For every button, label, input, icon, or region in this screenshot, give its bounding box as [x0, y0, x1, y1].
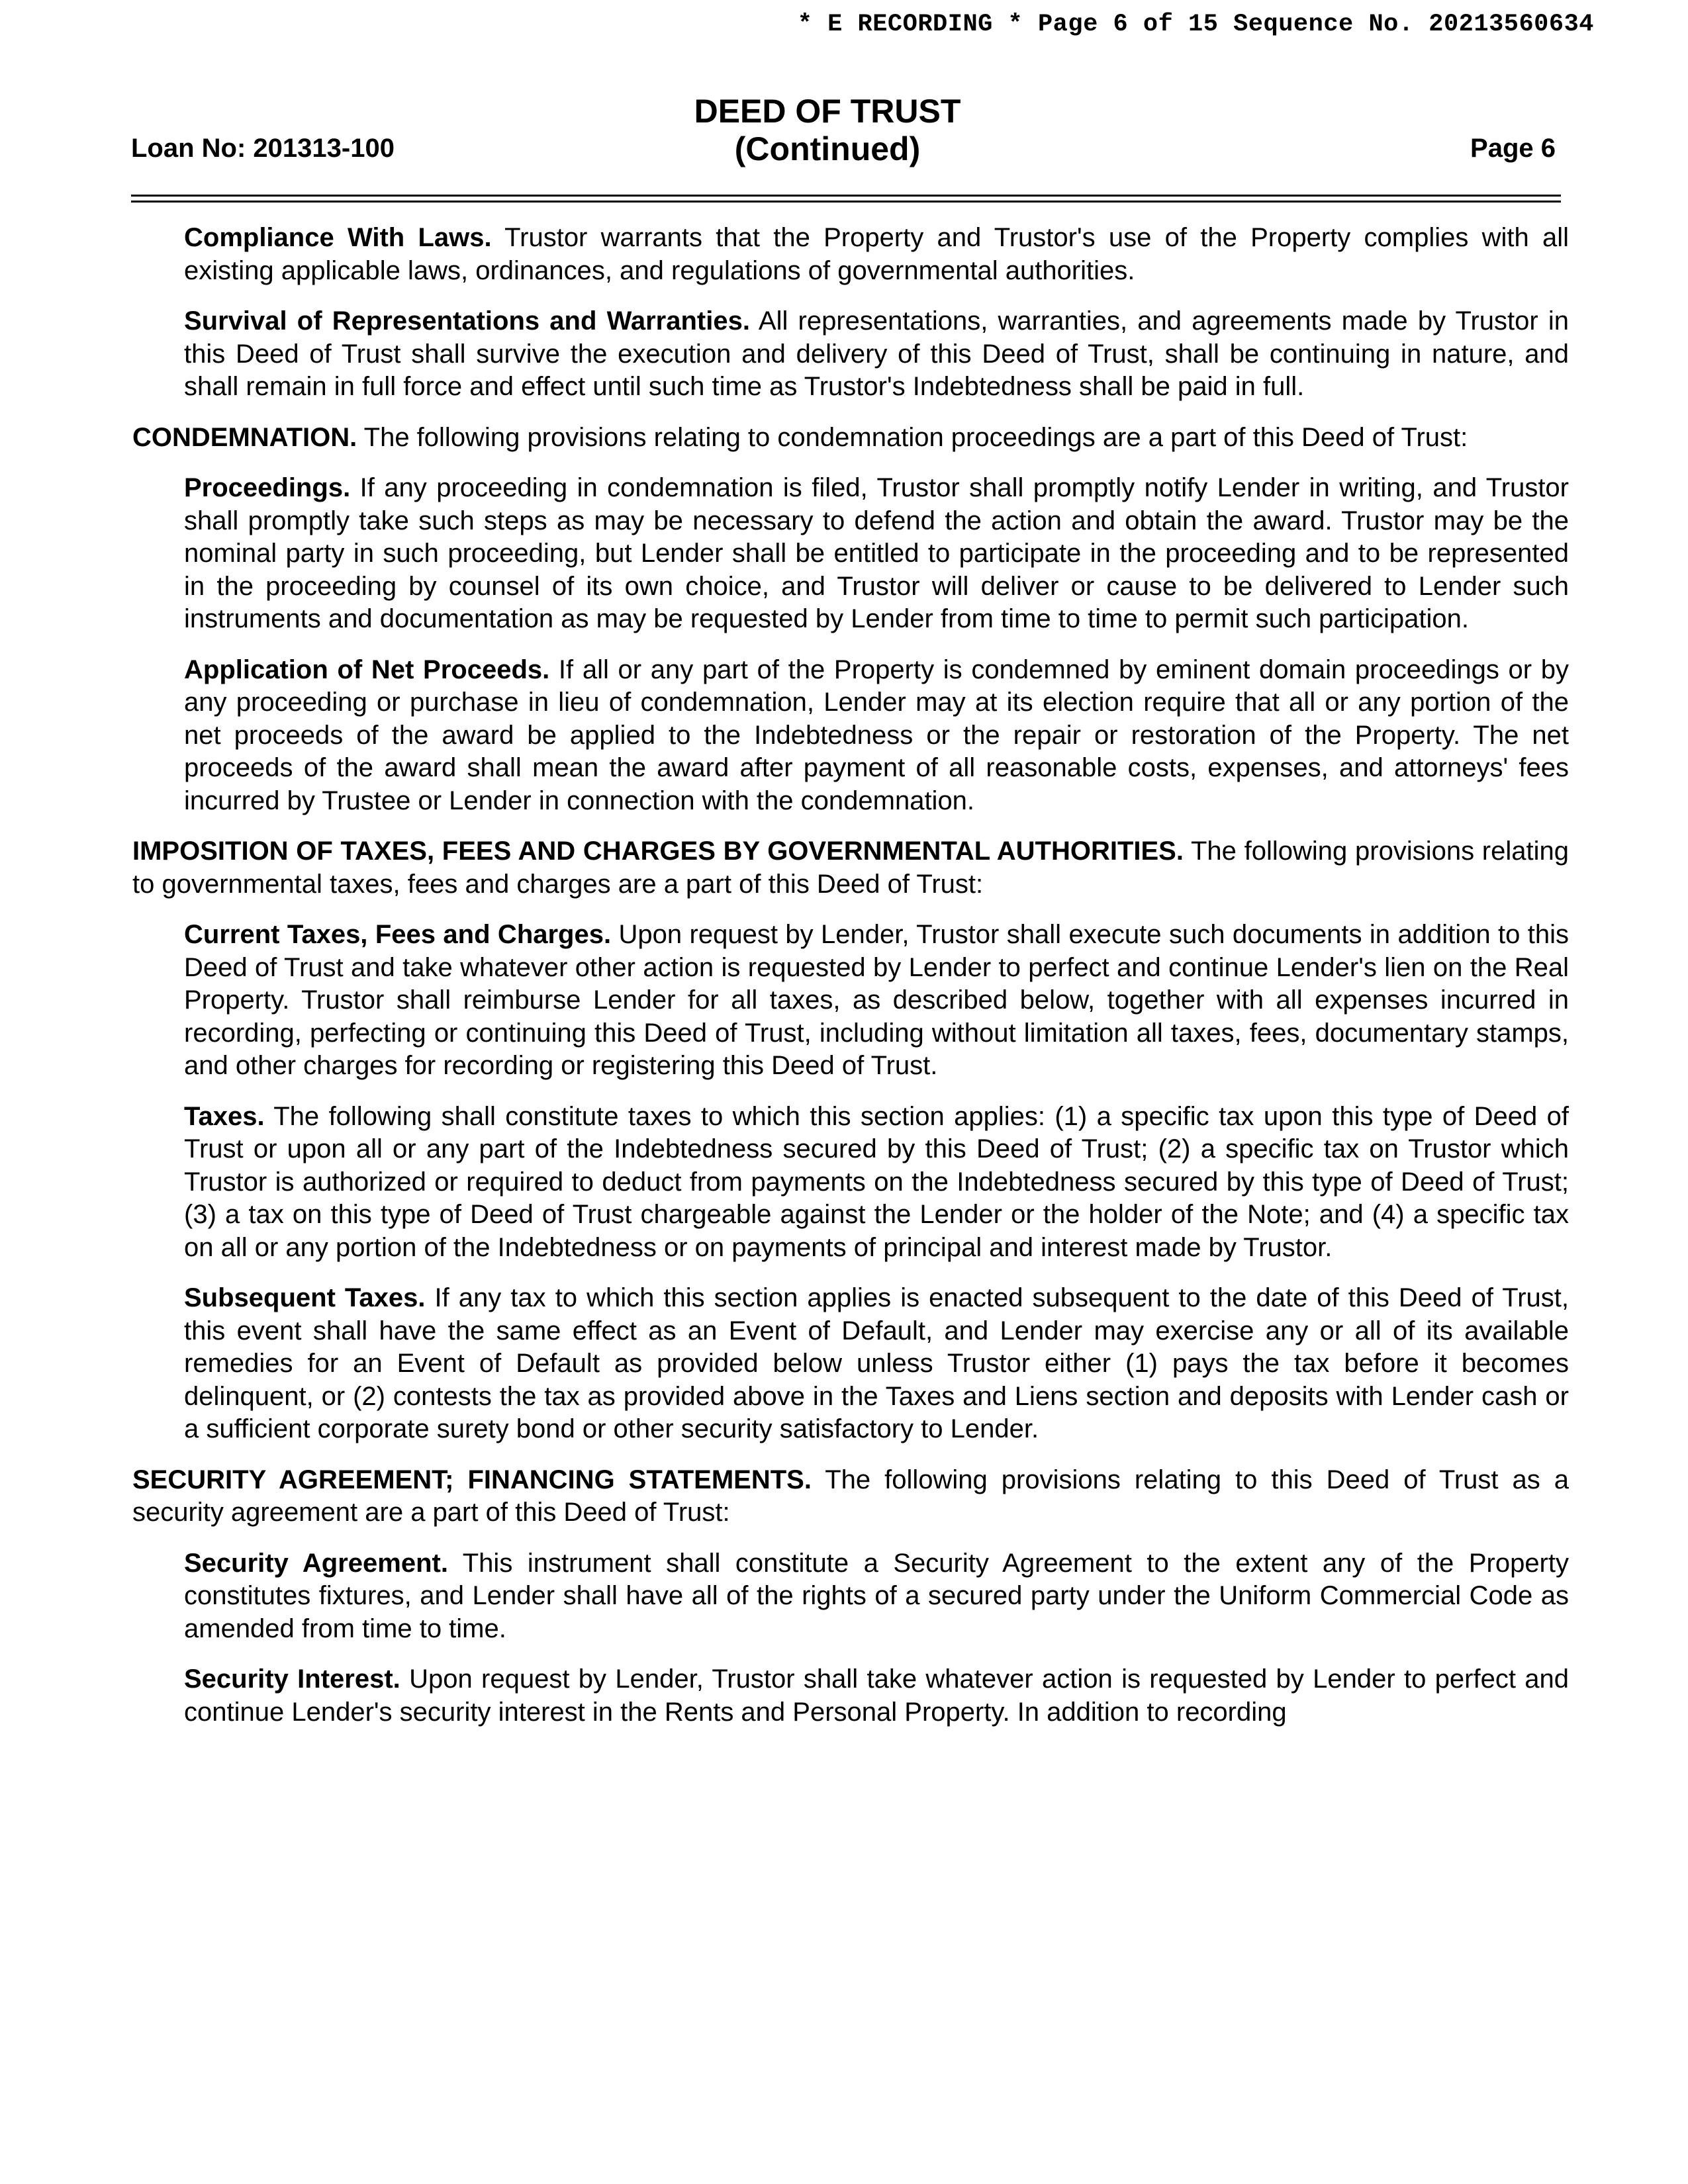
paragraph-heading: Application of Net Proceeds.: [184, 655, 550, 684]
section-heading: IMPOSITION OF TAXES, FEES AND CHARGES BY GOVERNMENTAL AUTHORITIES.: [132, 837, 1184, 866]
page-number: Page 6: [1470, 134, 1556, 163]
paragraph-text: Upon request by Lender, Trustor shall execute such documents in addition to this Deed of Trust and take whatever other action is requested by Lender to perfect and continue Lender's lien on the Real Property. Trustor shall reimburse Lender for all taxes, as described below, together with all expenses incurred in recording, perfecting or continuing this Deed of Trust, including without limitation all taxes, fees, documentary stamps, and other charges for recording or registering this Deed of Trust.: [184, 920, 1569, 1080]
paragraph-text: This instrument shall constitute a Security Agreement to the extent any of the Property constitutes fixtures, and Lender shall have all of the rights of a secured party under the Uniform Commercial Code as amended from time to time.: [184, 1548, 1569, 1643]
paragraph-heading: Subsequent Taxes.: [184, 1283, 426, 1312]
paragraph-heading: Survival of Representations and Warranties.: [184, 306, 750, 336]
paragraph-survival-of-representations: [132, 305, 1569, 404]
paragraph-proceedings: [132, 472, 1569, 636]
paragraph-heading: Taxes.: [184, 1101, 265, 1131]
loan-number: Loan No: 201313-100: [131, 134, 395, 163]
section-security-agreement: [132, 1464, 1569, 1529]
section-text: The following provisions relating to governmental taxes, fees and charges are a part of this Deed of Trust:: [132, 837, 1569, 899]
paragraph-security-interest: [132, 1663, 1569, 1729]
paragraph-text: All representations, warranties, and agreements made by Trustor in this Deed of Trust shall survive the execution and delivery of this Deed of Trust, shall be continuing in nature, and shall remain in full force and effect until such time as Trustor's Indebtedness shall be paid in full.: [184, 306, 1570, 401]
document-title-block: [629, 93, 1026, 168]
section-text: The following provisions relating to this Deed of Trust as a security agreement are a part of this Deed of Trust:: [132, 1465, 1569, 1527]
section-heading: CONDEMNATION.: [132, 422, 357, 452]
paragraph-heading: Current Taxes, Fees and Charges.: [184, 920, 612, 949]
paragraph-current-taxes: [132, 919, 1569, 1083]
paragraph-security-agreement: [132, 1547, 1569, 1646]
header-rule-top: [131, 195, 1561, 197]
paragraph-taxes: [132, 1101, 1569, 1265]
section-imposition-of-taxes: [132, 835, 1569, 901]
document-body: [132, 222, 1569, 1747]
paragraph-compliance-with-laws: [132, 222, 1569, 287]
document-title: DEED OF TRUST: [694, 93, 961, 130]
section-text: The following provisions relating to condemnation proceedings are a part of this Deed of Trust:: [357, 422, 1468, 452]
section-condemnation: [132, 422, 1569, 455]
paragraph-subsequent-taxes: [132, 1282, 1569, 1446]
paragraph-heading: Compliance With Laws.: [184, 223, 492, 252]
document-subtitle: (Continued): [734, 130, 921, 167]
paragraph-text: The following shall constitute taxes to which this section applies: (1) a specific tax upon this type of Deed of Trust or upon all or any part of the Indebtedness secured by this Deed of Trust; (2) a specific tax on Trustor which Trustor is authorized or required to deduct from payments on the Indebtedness secured by this type of Deed of Trust; (3) a tax on this type of Deed of Trust chargeable against the Lender or the holder of the Note; and (4) a specific tax on all or any portion of the Indebtedness or on payments of principal and interest made by Trustor.: [184, 1101, 1569, 1262]
paragraph-text: If any proceeding in condemnation is filed, Trustor shall promptly notify Lender in writing, and Trustor shall promptly take such steps as may be necessary to defend the action and obtain the award. Trustor may be the nominal party in such proceeding, but Lender shall be entitled to participate in the proceeding and to be represented in the proceeding by counsel of its own choice, and Trustor will deliver or cause to be delivered to Lender such instruments and documentation as may be requested by Lender from time to time to permit such participation.: [184, 473, 1569, 633]
recording-stamp: * E RECORDING * Page 6 of 15 Sequence No. 20213560634: [797, 11, 1594, 38]
paragraph-text: Upon request by Lender, Trustor shall take whatever action is requested by Lender to perfect and continue Lender's security interest in the Rents and Personal Property. In addition to recording: [184, 1664, 1569, 1727]
paragraph-application-of-net-proceeds: [132, 654, 1569, 818]
paragraph-text: Trustor warrants that the Property and Trustor's use of the Property complies with all existing applicable laws, ordinances, and regulations of governmental authorities.: [184, 223, 1569, 285]
paragraph-text: If any tax to which this section applies is enacted subsequent to the date of this Deed of Trust, this event shall have the same effect as an Event of Default, and Lender may exercise any or all of its available remedies for an Event of Default as provided below unless Trustor either (1) pays the tax before it becomes delinquent, or (2) contests the tax as provided above in the Taxes and Liens section and deposits with Lender cash or a sufficient corporate surety bond or other security satisfactory to Lender.: [184, 1283, 1569, 1443]
paragraph-text: If all or any part of the Property is condemned by eminent domain proceedings or by any proceeding or purchase in lieu of condemnation, Lender may at its election require that all or any portion of the net proceeds of the award be applied to the Indebtedness or the repair or restoration of the Property. The net proceeds of the award shall mean the award after payment of all reasonable costs, expenses, and attorneys' fees incurred by Trustee or Lender in connection with the condemnation.: [184, 655, 1570, 815]
paragraph-heading: Security Interest.: [184, 1664, 400, 1694]
paragraph-heading: Proceedings.: [184, 473, 351, 502]
header-rule-bottom: [131, 201, 1561, 203]
paragraph-heading: Security Agreement.: [184, 1548, 448, 1578]
section-heading: SECURITY AGREEMENT; FINANCING STATEMENTS.: [132, 1465, 812, 1494]
